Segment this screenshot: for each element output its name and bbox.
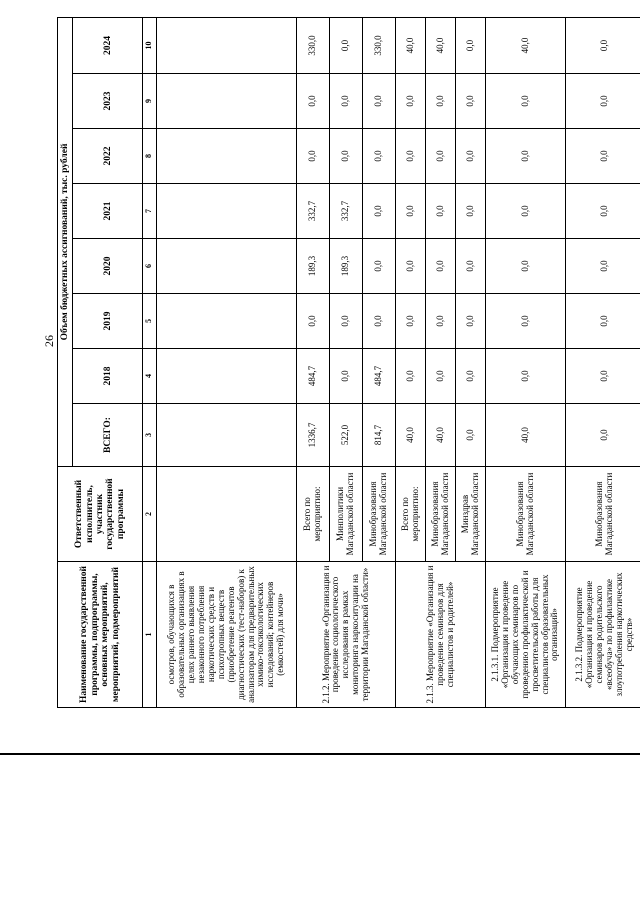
header-year: 2018 [73,349,143,404]
table-row [157,17,297,707]
header-year: 2020 [73,239,143,294]
row-value: 0,0 [363,239,396,294]
row-value [157,17,297,73]
row-value: 0,0 [396,184,426,239]
row-value: 189,3 [330,239,363,294]
row-value: 0,0 [456,184,486,239]
row-value [157,294,297,349]
row-value: 0,0 [566,349,640,404]
row-value: 0,0 [363,184,396,239]
row-value: 0,0 [456,239,486,294]
row-value: 0,0 [426,74,456,129]
row-value: 0,0 [456,404,486,467]
row-responsible: Минобразования Магаданской области [363,467,396,562]
column-number: 3 [143,404,157,467]
row-name: 2.1.3.2. Подмероприятие «Организация и проведение семинаров родительского «всеобуча» по профилактике злоупотребления наркотических средств» [566,562,640,708]
row-value: 0,0 [330,129,363,184]
page-number: 26 [42,335,56,347]
row-value [157,349,297,404]
row-value: 0,0 [486,74,566,129]
header-resp-col: Ответственный исполнитель, участник государственной программы [58,467,143,562]
header-year: 2021 [73,184,143,239]
row-value: 330,0 [363,17,396,73]
row-value: 0,0 [486,294,566,349]
row-value: 0,0 [396,294,426,349]
table-row [566,17,640,707]
row-value: 0,0 [363,74,396,129]
row-responsible: Минобразования Магаданской области [566,467,640,562]
header-year: 2022 [73,129,143,184]
row-value: 0,0 [566,74,640,129]
row-value: 0,0 [456,294,486,349]
column-number: 9 [143,74,157,129]
row-value: 0,0 [363,129,396,184]
row-value: 0,0 [566,239,640,294]
header-year: 2023 [73,74,143,129]
header-year: 2024 [73,17,143,73]
table-row [486,17,566,707]
row-value: 330,0 [297,17,330,73]
row-value: 0,0 [330,74,363,129]
row-value: 0,0 [363,294,396,349]
row-value: 0,0 [486,239,566,294]
row-value: 0,0 [566,129,640,184]
row-value [157,184,297,239]
row-value: 484,7 [297,349,330,404]
row-value: 522,0 [330,404,363,467]
row-value: 1336,7 [297,404,330,467]
row-name: 2.1.2. Мероприятие «Организация и проведение социологического исследования в рамках мониторинга наркоситуации на территории Магаданской области» [297,562,396,708]
header-total: ВСЕГО: [73,404,143,467]
row-value: 0,0 [396,129,426,184]
header-year: 2019 [73,294,143,349]
column-number: 8 [143,129,157,184]
row-value [157,74,297,129]
row-name: осмотров, обучающихся в образовательных организациях в целях раннего выявления незаконного потребления наркотических средств и психотропных веществ (приобретение реагентов диагностических (тест-наборов) к анализаторам для предварительных химико-токсикологических исследований; контейнеров (емкостей) для мочи» [157,562,297,708]
row-value: 0,0 [566,294,640,349]
row-value: 189,3 [297,239,330,294]
row-value: 0,0 [330,294,363,349]
row-value: 0,0 [566,17,640,73]
column-number: 4 [143,349,157,404]
column-number: 10 [143,17,157,73]
row-value: 40,0 [486,404,566,467]
row-value: 0,0 [297,129,330,184]
row-value: 0,0 [426,129,456,184]
row-value: 40,0 [426,17,456,73]
budget-table [57,17,640,708]
row-responsible: Минполитики Магаданской области [330,467,363,562]
table-row [396,17,426,707]
row-value: 0,0 [486,349,566,404]
row-value: 0,0 [566,404,640,467]
row-name: 2.1.3. Мероприятие «Организация и проведение семинаров для специалистов и родителей» [396,562,486,708]
row-value: 814,7 [363,404,396,467]
row-value: 0,0 [396,349,426,404]
row-value: 40,0 [396,404,426,467]
row-value [157,404,297,467]
row-responsible: Минобразования Магаданской области [486,467,566,562]
column-number: 1 [143,562,157,708]
row-value: 0,0 [426,349,456,404]
row-value: 0,0 [486,129,566,184]
row-value: 40,0 [396,17,426,73]
page-divider [0,753,640,755]
column-number: 7 [143,184,157,239]
row-value: 40,0 [426,404,456,467]
column-number: 2 [143,467,157,562]
row-value: 0,0 [486,184,566,239]
row-responsible [157,467,297,562]
row-value: 0,0 [456,349,486,404]
row-value: 0,0 [396,74,426,129]
row-value: 484,7 [363,349,396,404]
rotated-table-canvas [57,18,634,708]
column-number: 5 [143,294,157,349]
header-budget-group: Объем бюджетных ассигнований, тыс. рублей [58,17,73,466]
row-responsible: Минобразования Магаданской области [426,467,456,562]
row-value: 0,0 [456,17,486,73]
row-responsible: Всего по мероприятию: [396,467,426,562]
row-value: 0,0 [297,294,330,349]
table-row [297,17,330,707]
row-value: 332,7 [330,184,363,239]
row-responsible: Всего по мероприятию: [297,467,330,562]
row-value: 0,0 [426,294,456,349]
row-name: 2.1.3.1. Подмероприятие «Организация и проведение обучающих семинаров по проведению профилактической и просветительской работы для специалистов образовательных организаций» [486,562,566,708]
header-name-col: Наименование государственной программы, подпрограммы, основных мероприятий, мероприятий, подмероприятий [58,562,143,708]
row-value: 0,0 [566,184,640,239]
row-value: 40,0 [486,17,566,73]
row-value: 0,0 [426,239,456,294]
row-value: 0,0 [396,239,426,294]
column-number: 6 [143,239,157,294]
row-value [157,239,297,294]
row-value: 0,0 [297,74,330,129]
row-value [157,129,297,184]
row-value: 0,0 [426,184,456,239]
row-responsible: Минздрав Магаданской области [456,467,486,562]
row-value: 0,0 [330,349,363,404]
row-value: 0,0 [456,74,486,129]
row-value: 0,0 [330,17,363,73]
row-value: 332,7 [297,184,330,239]
row-value: 0,0 [456,129,486,184]
